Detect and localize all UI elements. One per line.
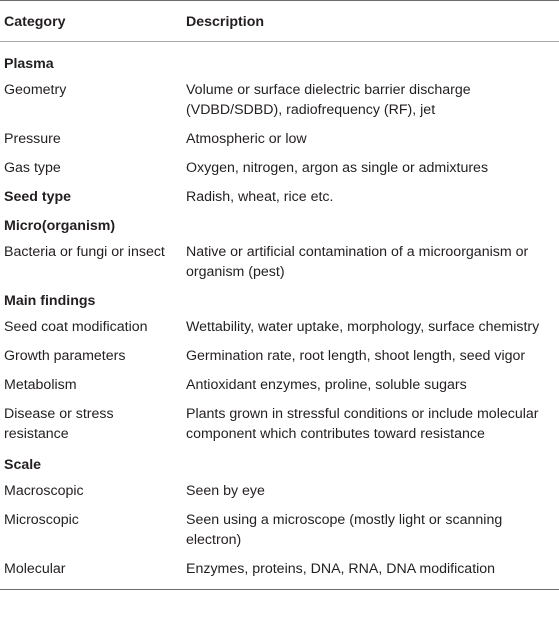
table-row-bacteria: [0, 240, 559, 286]
row-category: Seed coat modification: [4, 319, 148, 335]
row-category: Gas type: [4, 160, 61, 176]
row-description: Atmospheric or low: [186, 131, 307, 147]
row-description: Radish, wheat, rice etc.: [186, 189, 334, 205]
row-description: Native or artificial contamination of a microorganism or organism (pest): [186, 244, 529, 280]
table-row-main-findings: [0, 286, 559, 315]
table-row-metabolism: [0, 370, 559, 399]
row-category: Micro(organism): [4, 218, 116, 234]
table-row-microorganism: [0, 211, 559, 240]
row-category: Macroscopic: [4, 483, 84, 499]
table-row-growth-parameters: [0, 341, 559, 370]
row-category: Pressure: [4, 131, 61, 147]
table-body: [0, 42, 559, 590]
row-category: Metabolism: [4, 377, 77, 393]
row-description: Volume or surface dielectric barrier discharge (VDBD/SDBD), radiofrequency (RF), jet: [186, 82, 471, 118]
table-row-molecular: [0, 554, 559, 590]
table-row-pressure: [0, 124, 559, 153]
row-category: Molecular: [0, 554, 182, 590]
table-row-macroscopic: [0, 479, 559, 505]
row-description: Wettability, water uptake, morphology, surface chemistry: [186, 319, 540, 335]
table-row-disease-resistance: [0, 399, 559, 448]
table-header: [0, 1, 559, 42]
row-description: Oxygen, nitrogen, argon as single or admixtures: [186, 160, 489, 176]
row-category: Plasma: [4, 56, 54, 72]
table-row-seed-coat: [0, 315, 559, 341]
row-description: Plants grown in stressful conditions or include molecular component which contributes toward resistance: [186, 406, 539, 442]
table-row-scale: [0, 448, 559, 479]
row-description: [182, 448, 559, 479]
row-description: [182, 42, 559, 79]
row-category: Seed type: [4, 189, 72, 205]
row-category: Main findings: [4, 293, 96, 309]
table-row-plasma: [0, 42, 559, 79]
table-row-gas-type: [0, 153, 559, 182]
row-category: Bacteria or fungi or insect: [4, 244, 165, 260]
header-row: [0, 1, 559, 42]
table-row-geometry: [0, 78, 559, 124]
row-description: Seen by eye: [186, 483, 265, 499]
row-description: Seen using a microscope (mostly light or scanning electron): [186, 512, 503, 548]
row-description: Antioxidant enzymes, proline, soluble sugars: [186, 377, 467, 393]
row-description: Enzymes, proteins, DNA, RNA, DNA modification: [182, 554, 559, 590]
table-row-microscopic: [0, 505, 559, 554]
row-description: [182, 286, 559, 315]
row-category: Geometry: [4, 82, 67, 98]
row-category: Disease or stress resistance: [4, 406, 114, 442]
row-description: [182, 211, 559, 240]
row-category: Scale: [4, 457, 42, 473]
row-category: Microscopic: [4, 512, 79, 528]
row-description: Germination rate, root length, shoot length, seed vigor: [186, 348, 526, 364]
table-row-seed-type: [0, 182, 559, 211]
column-header-category: Category: [0, 1, 182, 42]
column-header-description: Description: [182, 1, 559, 42]
row-category: Growth parameters: [4, 348, 126, 364]
